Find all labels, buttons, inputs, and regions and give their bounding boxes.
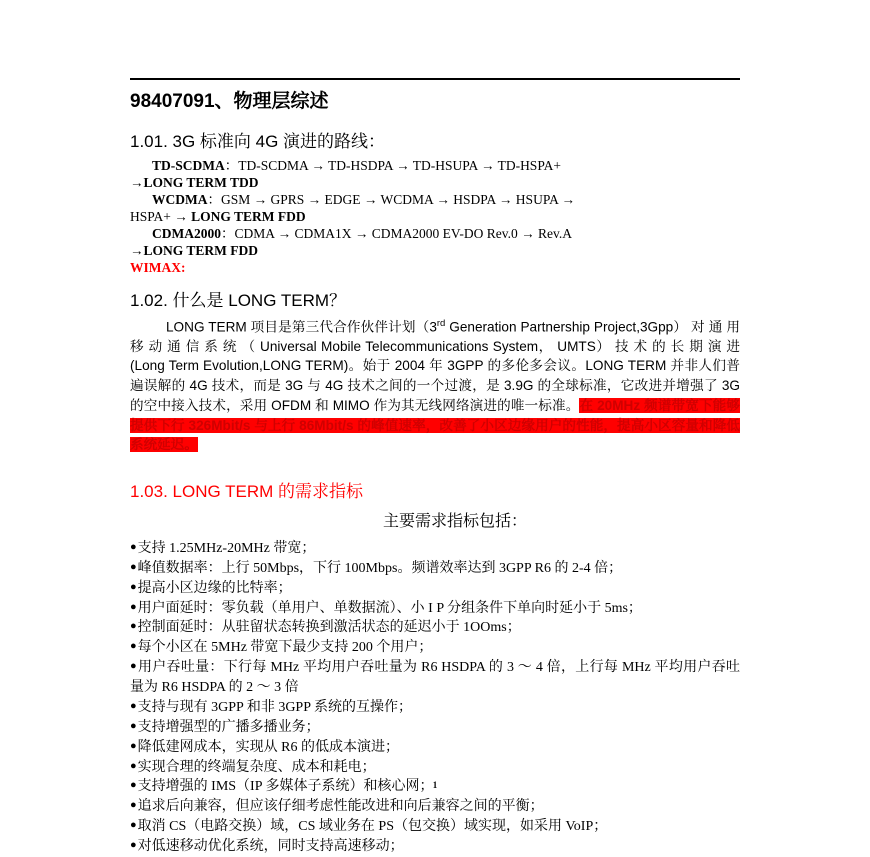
list-item-label: 实现合理的终端复杂度、成本和耗电；: [137, 759, 376, 775]
wimax-note: WIMAX:: [130, 259, 186, 275]
list-item-label: 峰值数据率：上行 50Mbps，下行 100Mbps。频谱效率达到 3GPP R6 的 2-4 倍；: [137, 560, 623, 576]
body-text-part2: Generation Partnership Project,3Gpp） 对 通 用 移 动 通 信 系 统 （ Universal Mobile Telecommunications System， UMTS） 技 术 的 长 期 演 进 (Long Term Evolution,LONG TERM)。始于 2004 年 3GPP 的多伦多会议。LONG TERM 并非人们普遍误解的 4G 技术，而是 3G 与 4G 技术之间的一个过渡，是 3.9G 的全球标准，它改进并增强了 3G 的空中接入技术，采用 OFDM 和 MIMO 作为其无线网络演进的唯一标准。: [130, 319, 740, 413]
evolution-item: [130, 158, 740, 174]
list-item-label: 支持增强型的广播多播业务；: [137, 719, 320, 735]
list-item-label: 用户面延时：零负载（单用户、单数据流）、小 I P 分组条件下单向时延小于 5ms；: [137, 600, 642, 616]
section-heading-1-03: 1.03. LONG TERM 的需求指标: [130, 481, 364, 501]
list-item-label: 提高小区边缘的比特率；: [137, 580, 292, 596]
highlighted-text: 在 20MHz 频谱带宽下能够提供下行 326Mbit/s 与上行 86Mbit/s 的峰值速率，改善了小区边缘用户的性能，提高小区容量和降低系统延迟。: [130, 397, 740, 453]
bullet-icon: ●: [130, 600, 137, 613]
list-item-label: 每个小区在 5MHz 带宽下最少支持 200 个用户；: [137, 640, 433, 656]
evolution-item-cont: [130, 209, 740, 225]
header-rule: [130, 78, 740, 80]
evolution-path: CDMA → CDMA1X → CDMA2000 EV-DO Rev.0 → Rev.A: [234, 225, 573, 241]
bullet-icon: ●: [130, 540, 137, 553]
list-item: [130, 698, 740, 718]
list-item-label: 追求后向兼容，但应该仔细考虑性能改进和向后兼容之间的平衡；: [137, 799, 544, 815]
list-item: [130, 758, 740, 778]
list-item: [130, 638, 740, 658]
evolution-label: CDMA2000: [152, 225, 221, 241]
page-number: 1: [432, 780, 438, 790]
bullet-icon: ●: [130, 719, 137, 732]
bullet-icon: ●: [130, 620, 137, 633]
bullet-icon: ●: [130, 560, 137, 573]
evolution-cont-bold: LONG TERM TDD: [143, 174, 259, 190]
list-item-label: 支持增强的 IMS（IP 多媒体子系统）和核心网；: [137, 779, 434, 795]
list-item-label: 支持 1.25MHz-20MHz 带宽；: [137, 540, 316, 556]
evolution-item: [130, 192, 740, 208]
evolution-cont-bold: LONG TERM FDD: [143, 242, 259, 258]
list-item: [130, 658, 740, 698]
evolution-item-cont: [130, 243, 740, 259]
evolution-cont-prefix: →: [130, 242, 144, 258]
bullet-icon: ●: [130, 640, 137, 653]
bullet-icon: ●: [130, 580, 137, 593]
evolution-item-cont: [130, 175, 740, 191]
page-title: 98407091、物理层综述: [130, 91, 329, 112]
evolution-cont-bold: LONG TERM FDD: [191, 208, 306, 224]
list-item: [130, 797, 740, 817]
bullet-icon: ●: [130, 759, 137, 772]
section-heading-1-01: 1.01. 3G 标准向 4G 演进的路线：: [130, 132, 386, 151]
evolution-cont-prefix: HSPA+ →: [130, 208, 192, 224]
evolution-sep: ：: [224, 158, 239, 173]
list-item-label: 对低速移动优化系统，同时支持高速移动；: [137, 839, 404, 855]
bullet-icon: ●: [130, 799, 137, 812]
list-item: [130, 738, 740, 758]
evolution-sep: ：: [221, 225, 235, 241]
list-item-label: 用户吞吐量：下行每 MHz 平均用户吞吐量为 R6 HSDPA 的 3 ～ 4 倍，上行每 MHz 平均用户吞吐量为 R6 HSDPA 的 2 ～ 3 倍: [130, 660, 740, 696]
bullet-icon: ●: [130, 779, 137, 792]
bullet-icon: ●: [130, 699, 137, 712]
section-1-02-body: [130, 317, 740, 455]
ordinal-superscript: rd: [436, 317, 446, 329]
list-item: [130, 618, 740, 638]
requirements-list: [130, 539, 740, 857]
list-item: [130, 817, 740, 837]
bullet-icon: ●: [130, 819, 137, 832]
list-item-label: 控制面延时：从驻留状态转换到激活状态的延迟小于 1OOms；: [137, 620, 521, 636]
bullet-icon: ●: [130, 739, 137, 752]
bullet-icon: ●: [130, 839, 137, 852]
section-1-03-subheading: 主要需求指标包括：: [382, 512, 527, 530]
bullet-icon: ●: [130, 660, 137, 673]
list-item: [130, 559, 740, 579]
list-item: [130, 837, 740, 857]
list-item: [130, 599, 740, 619]
evolution-path: GSM → GPRS → EDGE → WCDMA → HSDPA → HSUPA →: [221, 191, 575, 207]
evolution-list: [130, 158, 740, 259]
evolution-path: TD-SCDMA → TD-HSDPA → TD-HSUPA → TD-HSPA+: [238, 158, 561, 173]
list-item: [130, 539, 740, 559]
list-item-label: 支持与现有 3GPP 和非 3GPP 系统的互操作；: [137, 699, 412, 715]
section-heading-1-02: 1.02. 什么是 LONG TERM？: [130, 290, 347, 310]
evolution-label: WCDMA: [152, 191, 208, 207]
evolution-sep: ：: [207, 191, 221, 207]
body-text-part1: LONG TERM 项目是第三代合作伙伴计划（3: [166, 319, 437, 335]
list-item: [130, 579, 740, 599]
evolution-cont-prefix: →: [130, 174, 144, 190]
list-item-label: 取消 CS（电路交换）域，CS 域业务在 PS（包交换）域实现，如采用 VoIP；: [137, 819, 608, 835]
list-item: [130, 718, 740, 738]
evolution-item: [130, 226, 740, 242]
list-item-label: 降低建网成本，实现从 R6 的低成本演进；: [137, 739, 399, 755]
evolution-label: TD-SCDMA: [152, 158, 225, 173]
